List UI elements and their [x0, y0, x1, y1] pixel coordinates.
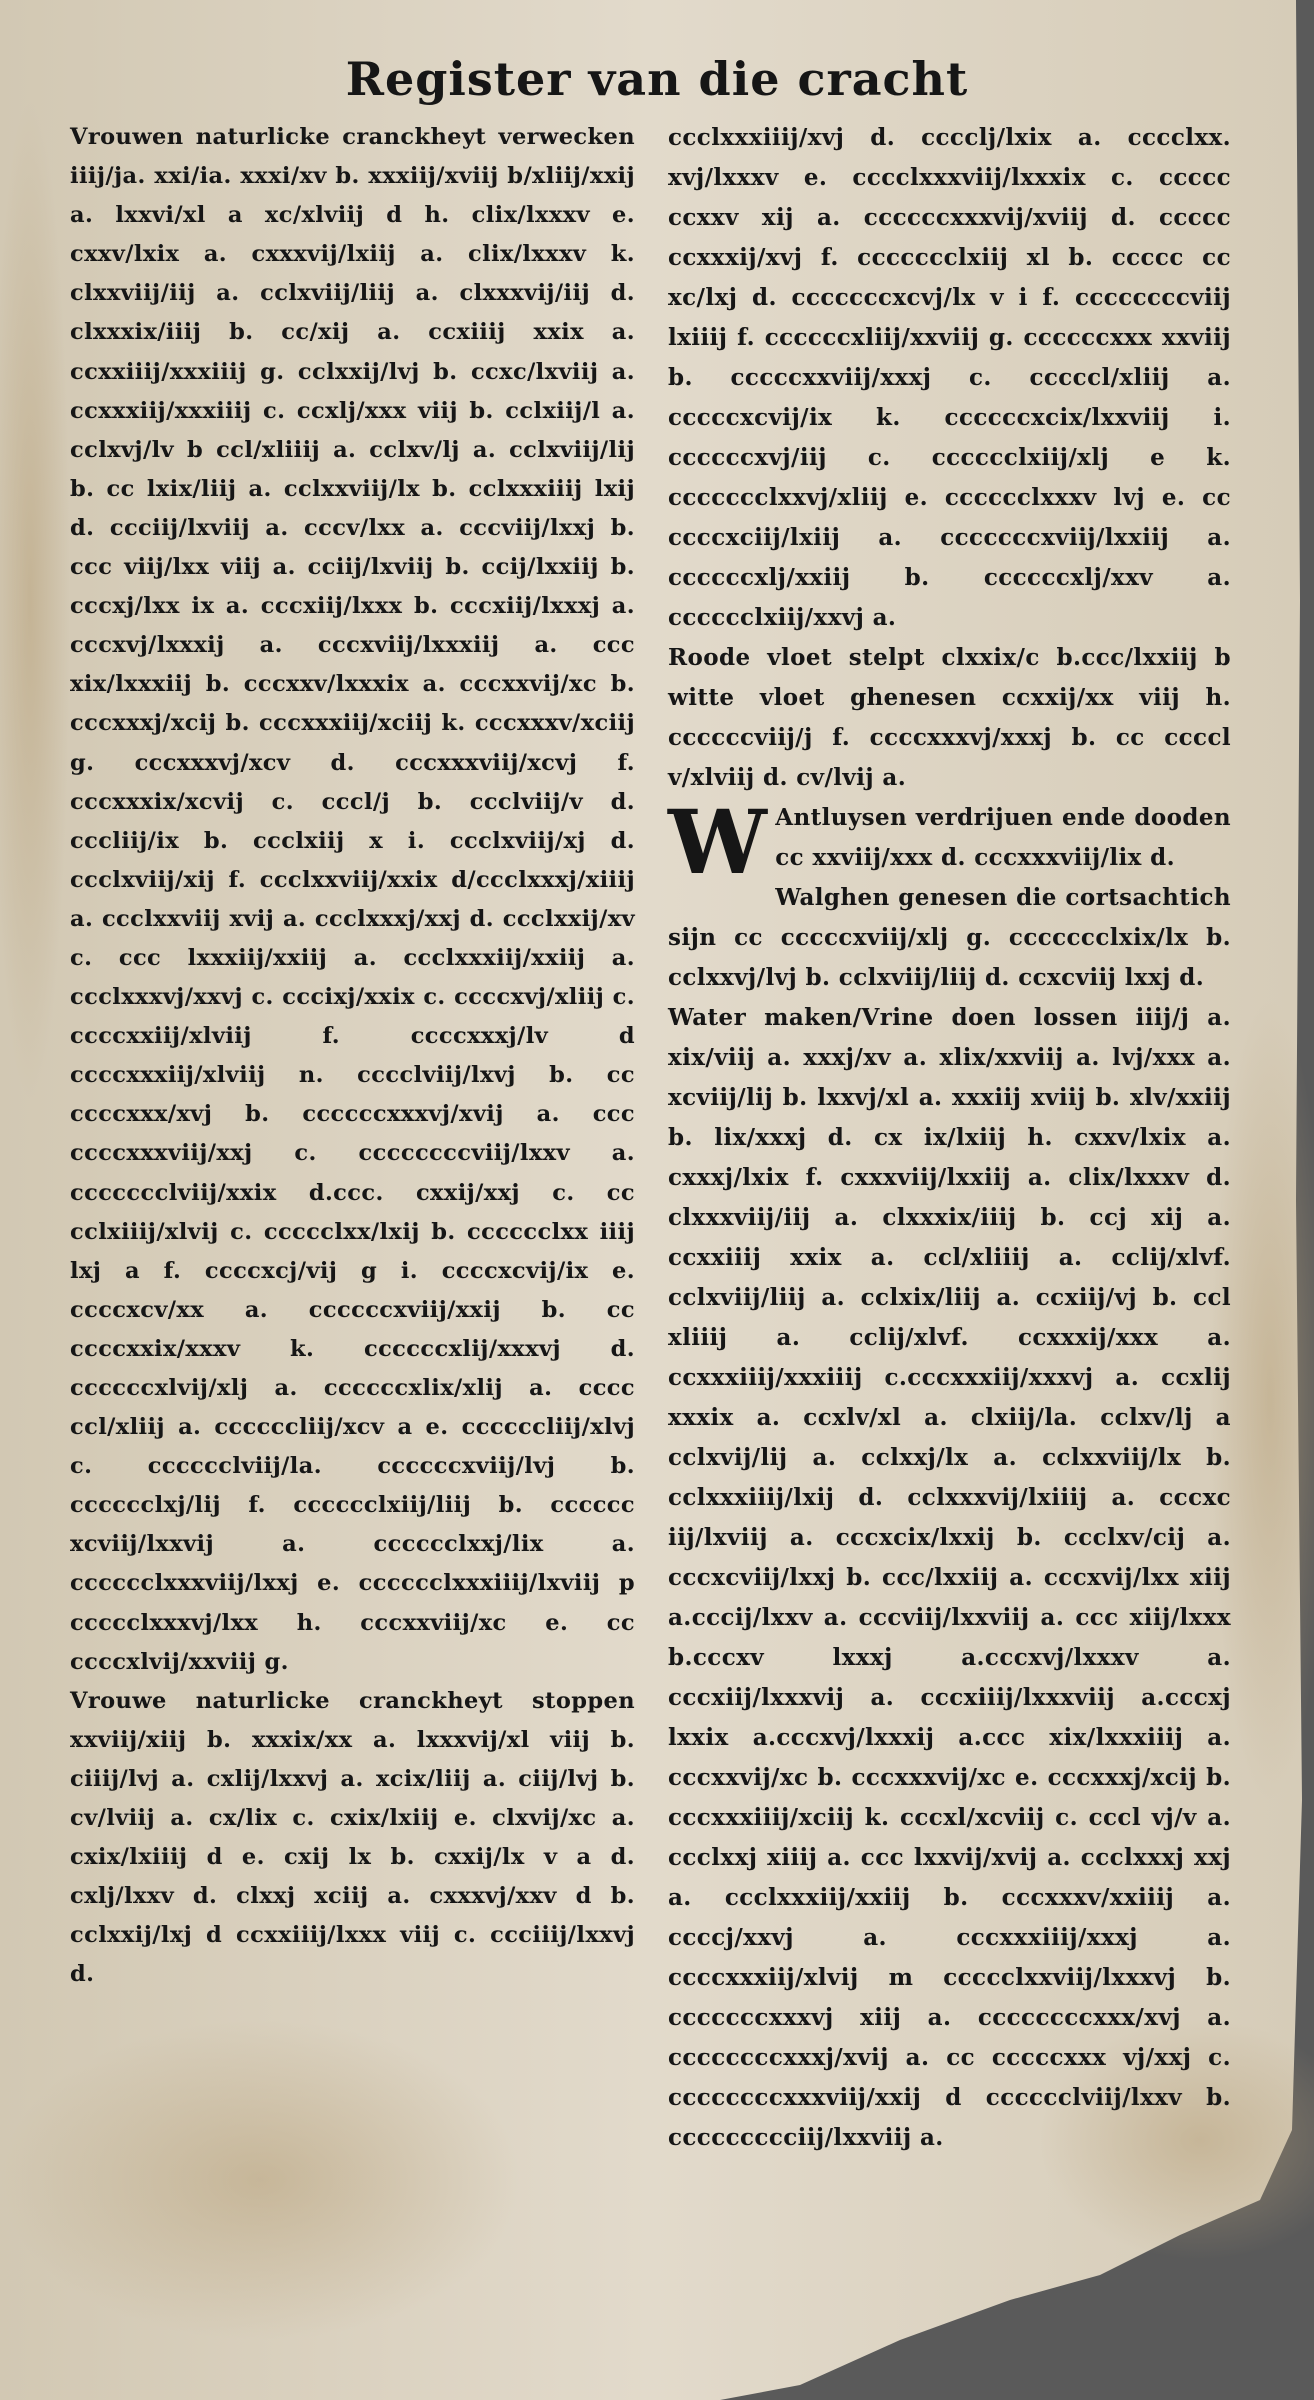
entry-text: Antluysen verdrijuen ende dooden cc xxviij/xxx d. cccxxxviij/lix d.	[775, 804, 1231, 871]
entry-text: ccclxxxiiij/xvj d. cccclj/lxix a. cccclxx. xvj/lxxxv e. cccclxxxviij/lxxxix c. ccccc ccxxv xij a. ccccccxxxvij/xviij d. ccccc ccxxxij/xvj f. ccccccclxiij xl b. ccccc cc xc/lxj d. cccccccxcvj/lx v i f. ccccccccviij lxiiij f. ccccccxliij/xxviij g. ccccccxxx xxviij b. cccccxxviij/xxxj c. cccccl/xliij a. cccccxcvij/ix k. ccccccxcix/lxxviij i. ccccccxvj/iij c. cccccclxiij/xlj e k. ccccccclxxvj/xliij e. cccccclxxxv lvj e. cc ccccxciij/lxiij a. cccccccxviij/lxxiij a. ccccccxlj/xxiij b. ccccccxlj/xxv a. cccccclxiij/xxvj a.	[668, 124, 1231, 631]
left-column	[70, 118, 635, 1995]
entry-text: Walghen genesen die cortsachtich sijn cc cccccxviij/xlj g. ccccccclxix/lx b. cclxxvj/lvj b. cclxviij/liij d. ccxcviij lxxj d.	[668, 884, 1231, 991]
page-heading: Register van die cracht	[345, 52, 969, 106]
entry-wantluysen	[668, 790, 1231, 894]
entry-water-maken	[668, 998, 1231, 2158]
right-column	[668, 118, 1231, 2158]
entry-roode-vloet	[668, 638, 1231, 798]
entry-vrouwen-verwecken	[70, 118, 635, 1682]
entry-text: Vrouwe naturlicke cranckheyt stoppen xxviij/xiij b. xxxix/xx a. lxxxvij/xl viij b. ciiij/lvj a. cxlij/lxxvj a. xcix/liij a. ciij/lvj b. cv/lviij a. cx/lix c. cxix/lxiij e. clxvij/xc a. cxix/lxiiij d e. cxij lx b. cxxij/lx v a d. cxlj/lxxv d. clxxj xciij a. cxxxvj/xxv d b. cclxxij/lxj d ccxxiiij/lxxx viij c. ccciiij/lxxvj d.	[70, 1687, 635, 1988]
entry-continued	[668, 118, 1231, 638]
entry-text: Water maken/Vrine doen lossen iiij/j a. xix/viij a. xxxj/xv a. xlix/xxviij a. lvj/xxx a. xcviij/lij b. lxxvj/xl a. xxxiij xviij b. xlv/xxiij b. lix/xxxj d. cx ix/lxiij h. cxxv/lxix a. cxxxj/lxix f. cxxxviij/lxxiij a. clix/lxxxv d. clxxxviij/iij a. clxxxix/iiij b. ccj xij a. ccxxiiij xxix a. ccl/xliiij a. cclij/xlvf. cclxviij/liij a. cclxix/liij a. ccxiij/vj b. ccl xliiij a. cclij/xlvf. ccxxxij/xxx a. ccxxxiiij/xxxiiij c.cccxxxiij/xxxvj a. ccxlij xxxix a. ccxlv/xl a. clxiij/la. cclxv/lj a cclxvij/lij a. cclxxj/lx a. cclxxviij/lx b. cclxxxiiij/lxij d. cclxxxvij/lxiiij a. cccxc iij/lxviij a. cccxcix/lxxij b. ccclxv/cij a. cccxcviij/lxxj b. ccc/lxxiij a. cccxvij/lxx xiij a.cccij/lxxv a. cccviij/lxxviij a. ccc xiij/lxxx b.cccxv lxxxj a.cccxvj/lxxxv a. cccxiij/lxxxvij a. cccxiiij/lxxxviij a.cccxj lxxix a.cccxvj/lxxxij a.ccc xix/lxxxiiij a. cccxxvij/xc b. cccxxxvij/xc e. cccxxxj/xcij b. cccxxxiiij/xciij k. cccxl/xcviij c. cccl vj/v a. ccclxxj xiiij a. ccc lxxvij/xvij a. ccclxxxj xxj a. ccclxxxiij/xxiij b. cccxxxv/xxiiij a. ccccj/xxvj a. cccxxxiiij/xxxj a. ccccxxxiij/xlvij m ccccclxxviij/lxxxvj b. cccccccxxxvj xiij a. ccccccccxxx/xvj a. ccccccccxxxj/xvij a. cc cccccxxx vj/xxj c. ccccccccxxxviij/xxij d cccccclviij/lxxv b. ccccccccciij/lxxviij a.	[668, 1004, 1231, 2151]
entry-text: Vrouwen naturlicke cranckheyt verwecken iiij/ja. xxi/ia. xxxi/xv b. xxxiij/xviij b/xliij/xxij a. lxxvi/xl a xc/xlviij d h. clix/lxxxv e. cxxv/lxix a. cxxxvij/lxiij a. clix/lxxxv k. clxxviij/iij a. cclxviij/liij a. clxxxvij/iij d. clxxxix/iiij b. cc/xij a. ccxiiij xxix a. ccxxiiij/xxxiiij g. cclxxij/lvj b. ccxc/lxviij a. ccxxxiij/xxxiiij c. ccxlj/xxx viij b. cclxiij/l a. cclxvj/lv b ccl/xliiij a. cclxv/lj a. cclxviij/lij b. cc lxix/liij a. cclxxviij/lx b. cclxxxiiij lxij d. ccciij/lxviij a. cccv/lxx a. cccviij/lxxj b. ccc viij/lxx viij a. cciij/lxviij b. ccij/lxxiij b. cccxj/lxx ix a. cccxiij/lxxx b. cccxiij/lxxxj a. cccxvj/lxxxij a. cccxviij/lxxxiij a. ccc xix/lxxxiij b. cccxxv/lxxxix a. cccxxvij/xc b. cccxxxj/xcij b. cccxxxiij/xciij k. cccxxxv/xciij g. cccxxxvj/xcv d. cccxxxviij/xcvj f. cccxxxix/xcvij c. cccl/j b. ccclviij/v d. cccliij/ix b. ccclxiij x i. ccclxviij/xj d. ccclxviij/xij f. ccclxxviij/xxix d/ccclxxxj/xiiij a. ccclxxviij xvij a. ccclxxxj/xxj d. ccclxxij/xv c. ccc lxxxiij/xxiij a. ccclxxxiij/xxiij a. ccclxxxvj/xxvj c. cccixj/xxix c. ccccxvj/xliij c. ccccxxiij/xlviij f. ccccxxxj/lv d ccccxxxiij/xlviij n. cccclviij/lxvj b. cc ccccxxx/xvj b. ccccccxxxvj/xvij a. ccc ccccxxxviij/xxj c. ccccccccviij/lxxv a. ccccccclviij/xxix d.ccc. cxxij/xxj c. cc cclxiiij/xlvij c. ccccclxx/lxij b. cccccclxx iiij lxj a f. ccccxcj/vij g i. ccccxcvij/ix e. ccccxcv/xx a. ccccccxviij/xxij b. cc ccccxxix/xxxv k. ccccccxlij/xxxvj d. ccccccxlvij/xlj a. ccccccxlix/xlij a. cccc ccl/xliij a. ccccccliij/xcv a e. ccccccliij/xlvj c. cccccclviij/la. ccccccxviij/lvj b. cccccclxj/lij f. cccccclxiij/liij b. cccccc xcviij/lxxvij a. cccccclxxj/lix a. cccccclxxxviij/lxxj e. cccccclxxxiiij/lxviij p ccccclxxxvj/lxx h. cccxxviij/xc e. cc ccccxlvij/xxviij g.	[70, 124, 635, 1675]
drop-cap-initial: W	[668, 790, 768, 894]
entry-text: Roode vloet stelpt clxxix/c b.ccc/lxxiij b witte vloet ghenesen ccxxij/xx viij h. ccccccviij/j f. ccccxxxvj/xxxj b. cc ccccl v/xlviij d. cv/lvij a.	[668, 644, 1231, 791]
entry-walghen	[668, 878, 1231, 998]
entry-vrouwe-stoppen	[70, 1682, 635, 1995]
